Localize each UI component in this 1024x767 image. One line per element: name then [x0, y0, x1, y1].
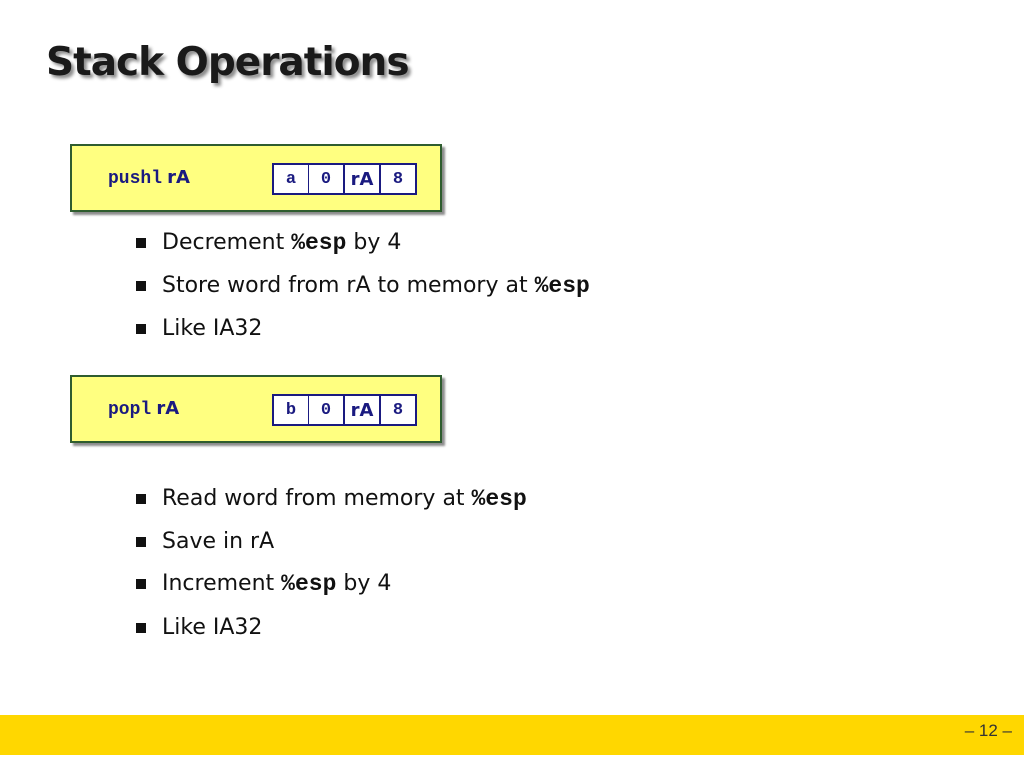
pushl-instruction-box [70, 144, 442, 212]
popl-encoding-ra: rA [343, 396, 380, 424]
pushl-encoding-rb: 8 [380, 165, 415, 193]
pushl-encoding-icode: a [285, 169, 297, 189]
footer-band [0, 715, 1024, 755]
bullet-item: Decrement %esp by 4 [136, 230, 590, 256]
pushl-encoding [272, 163, 417, 195]
bullet-item: Save in rA [136, 529, 527, 555]
bullet-item: Read word from memory at %esp [136, 486, 527, 512]
popl-instruction-box [70, 375, 442, 443]
page-number: – 12 – [964, 721, 1012, 740]
pushl-encoding-ra: rA [343, 165, 380, 193]
bullet-item: Store word from rA to memory at %esp [136, 273, 590, 299]
popl-operand: rA [156, 398, 180, 419]
bullet-item: Increment %esp by 4 [136, 571, 527, 597]
square-bullet-icon [136, 623, 146, 633]
square-bullet-icon [136, 537, 146, 547]
popl-encoding-rb: 8 [380, 396, 415, 424]
popl-encoding [272, 394, 417, 426]
pushl-mnemonic: pushl [108, 169, 163, 189]
square-bullet-icon [136, 494, 146, 504]
bullet-item: Like IA32 [136, 316, 590, 342]
popl-bullet-list [136, 486, 527, 641]
popl-encoding-ifun: 0 [308, 396, 343, 424]
popl-mnemonic: popl [108, 400, 152, 420]
popl-instruction [108, 398, 179, 420]
pushl-instruction [108, 167, 190, 189]
slide-title: Stack Operations [46, 40, 409, 85]
pushl-encoding-ifun: 0 [308, 165, 343, 193]
square-bullet-icon [136, 281, 146, 291]
square-bullet-icon [136, 324, 146, 334]
square-bullet-icon [136, 579, 146, 589]
pushl-bullet-list [136, 230, 590, 342]
popl-encoding-icode: b [285, 400, 297, 420]
square-bullet-icon [136, 238, 146, 248]
pushl-operand: rA [167, 167, 190, 188]
bullet-item: Like IA32 [136, 615, 527, 641]
